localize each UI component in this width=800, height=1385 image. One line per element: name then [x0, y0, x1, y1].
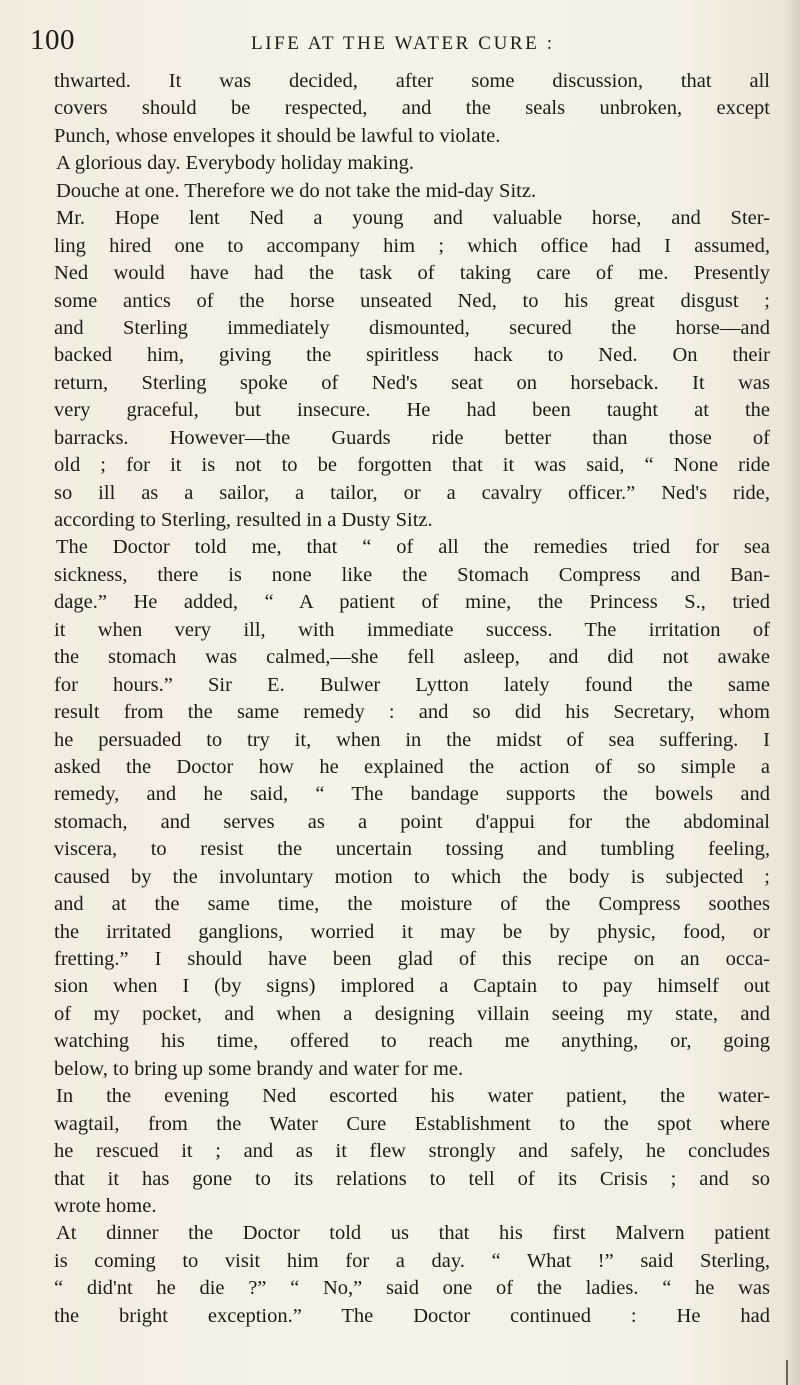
text-line: backed him, giving the spiritless hack to Ned. On their: [54, 344, 770, 367]
text-line: caused by the involuntary motion to which the body is subjected ;: [54, 865, 770, 888]
text-line: Punch, whose envelopes it should be lawful to violate.: [54, 124, 501, 147]
text-line: In the evening Ned escorted his water patient, the water-: [56, 1085, 770, 1108]
text-line: return, Sterling spoke of Ned's seat on horseback. It was: [54, 371, 770, 394]
text-line: The Doctor told me, that “ of all the remedies tried for sea: [56, 536, 770, 559]
text-line: the bright exception.” The Doctor continued : He had: [54, 1304, 770, 1327]
text-line: some antics of the horse unseated Ned, to his great disgust ;: [54, 289, 770, 312]
text-line: result from the same remedy : and so did his Secretary, whom: [54, 701, 770, 724]
text-line: covers should be respected, and the seals unbroken, except: [54, 97, 770, 120]
text-line: it when very ill, with immediate success. The irritation of: [54, 618, 770, 641]
text-line: barracks. However—the Guards ride better than those of: [54, 426, 770, 449]
text-line: and at the same time, the moisture of the Compress soothes: [54, 893, 770, 916]
text-line: very graceful, but insecure. He had been taught at the: [54, 399, 770, 422]
text-line: A glorious day. Everybody holiday making.: [56, 152, 414, 175]
text-line: below, to bring up some brandy and water for me.: [54, 1057, 464, 1080]
page-header: [30, 22, 770, 62]
text-line: and Sterling immediately dismounted, secured the horse—and: [54, 316, 770, 339]
text-line: thwarted. It was decided, after some discussion, that all: [54, 70, 770, 92]
text-line: Douche at one. Therefore we do not take the mid-day Sitz.: [56, 179, 537, 202]
text-line: he persuaded to try it, when in the midst of sea suffering. I: [54, 728, 770, 751]
text-line: sion when I (by signs) implored a Captain to pay himself out: [54, 975, 770, 998]
text-line: so ill as a sailor, a tailor, or a cavalry officer.” Ned's ride,: [54, 481, 770, 504]
text-line: stomach, and serves as a point d'appui for the abdominal: [54, 810, 770, 833]
text-line: fretting.” I should have been glad of this recipe on an occa-: [54, 948, 770, 970]
text-line: watching his time, offered to reach me anything, or, going: [54, 1030, 770, 1053]
text-line: remedy, and he said, “ The bandage supports the bowels and: [54, 783, 770, 806]
text-line: ling hired one to accompany him ; which office had I assumed,: [54, 234, 770, 257]
text-line: viscera, to resist the uncertain tossing and tumbling feeling,: [54, 838, 770, 861]
text-line: asked the Doctor how he explained the action of so simple a: [54, 755, 770, 778]
text-line: At dinner the Doctor told us that his first Malvern patient: [56, 1222, 770, 1245]
text-line: Ned would have had the task of taking care of me. Presently: [54, 262, 770, 285]
text-line: sickness, there is none like the Stomach Compress and Ban-: [54, 563, 770, 586]
text-line: he rescued it ; and as it flew strongly and safely, he concludes: [54, 1140, 770, 1163]
text-line: that it has gone to its relations to tell of its Crisis ; and so: [54, 1167, 770, 1190]
text-line: old ; for it is not to be forgotten that it was said, “ None ride: [54, 454, 770, 477]
text-line: for hours.” Sir E. Bulwer Lytton lately found the same: [54, 673, 770, 696]
text-line: wagtail, from the Water Cure Establishment to the spot where: [54, 1112, 770, 1135]
page-edge-mark: [786, 1360, 788, 1385]
text-line: of my pocket, and when a designing villain seeing my state, and: [54, 1002, 770, 1025]
body-text: [54, 68, 770, 1330]
text-line: dage.” He added, “ A patient of mine, the Princess S., tried: [54, 591, 770, 614]
text-line: wrote home.: [54, 1194, 157, 1217]
text-line: the irritated ganglions, worried it may be by physic, food, or: [54, 920, 770, 943]
page-number: 100: [30, 24, 75, 56]
text-line: according to Sterling, resulted in a Dusty Sitz.: [54, 509, 433, 531]
page-edge-shadow: [784, 0, 800, 1385]
running-head: LIFE AT THE WATER CURE :: [251, 33, 555, 54]
text-line: “ did'nt he die ?” “ No,” said one of the ladies. “ he was: [54, 1277, 770, 1300]
text-line: the stomach was calmed,—she fell asleep, and did not awake: [54, 646, 770, 669]
text-line: Mr. Hope lent Ned a young and valuable horse, and Ster-: [56, 207, 770, 230]
text-line: is coming to visit him for a day. “ What !” said Sterling,: [54, 1249, 770, 1272]
